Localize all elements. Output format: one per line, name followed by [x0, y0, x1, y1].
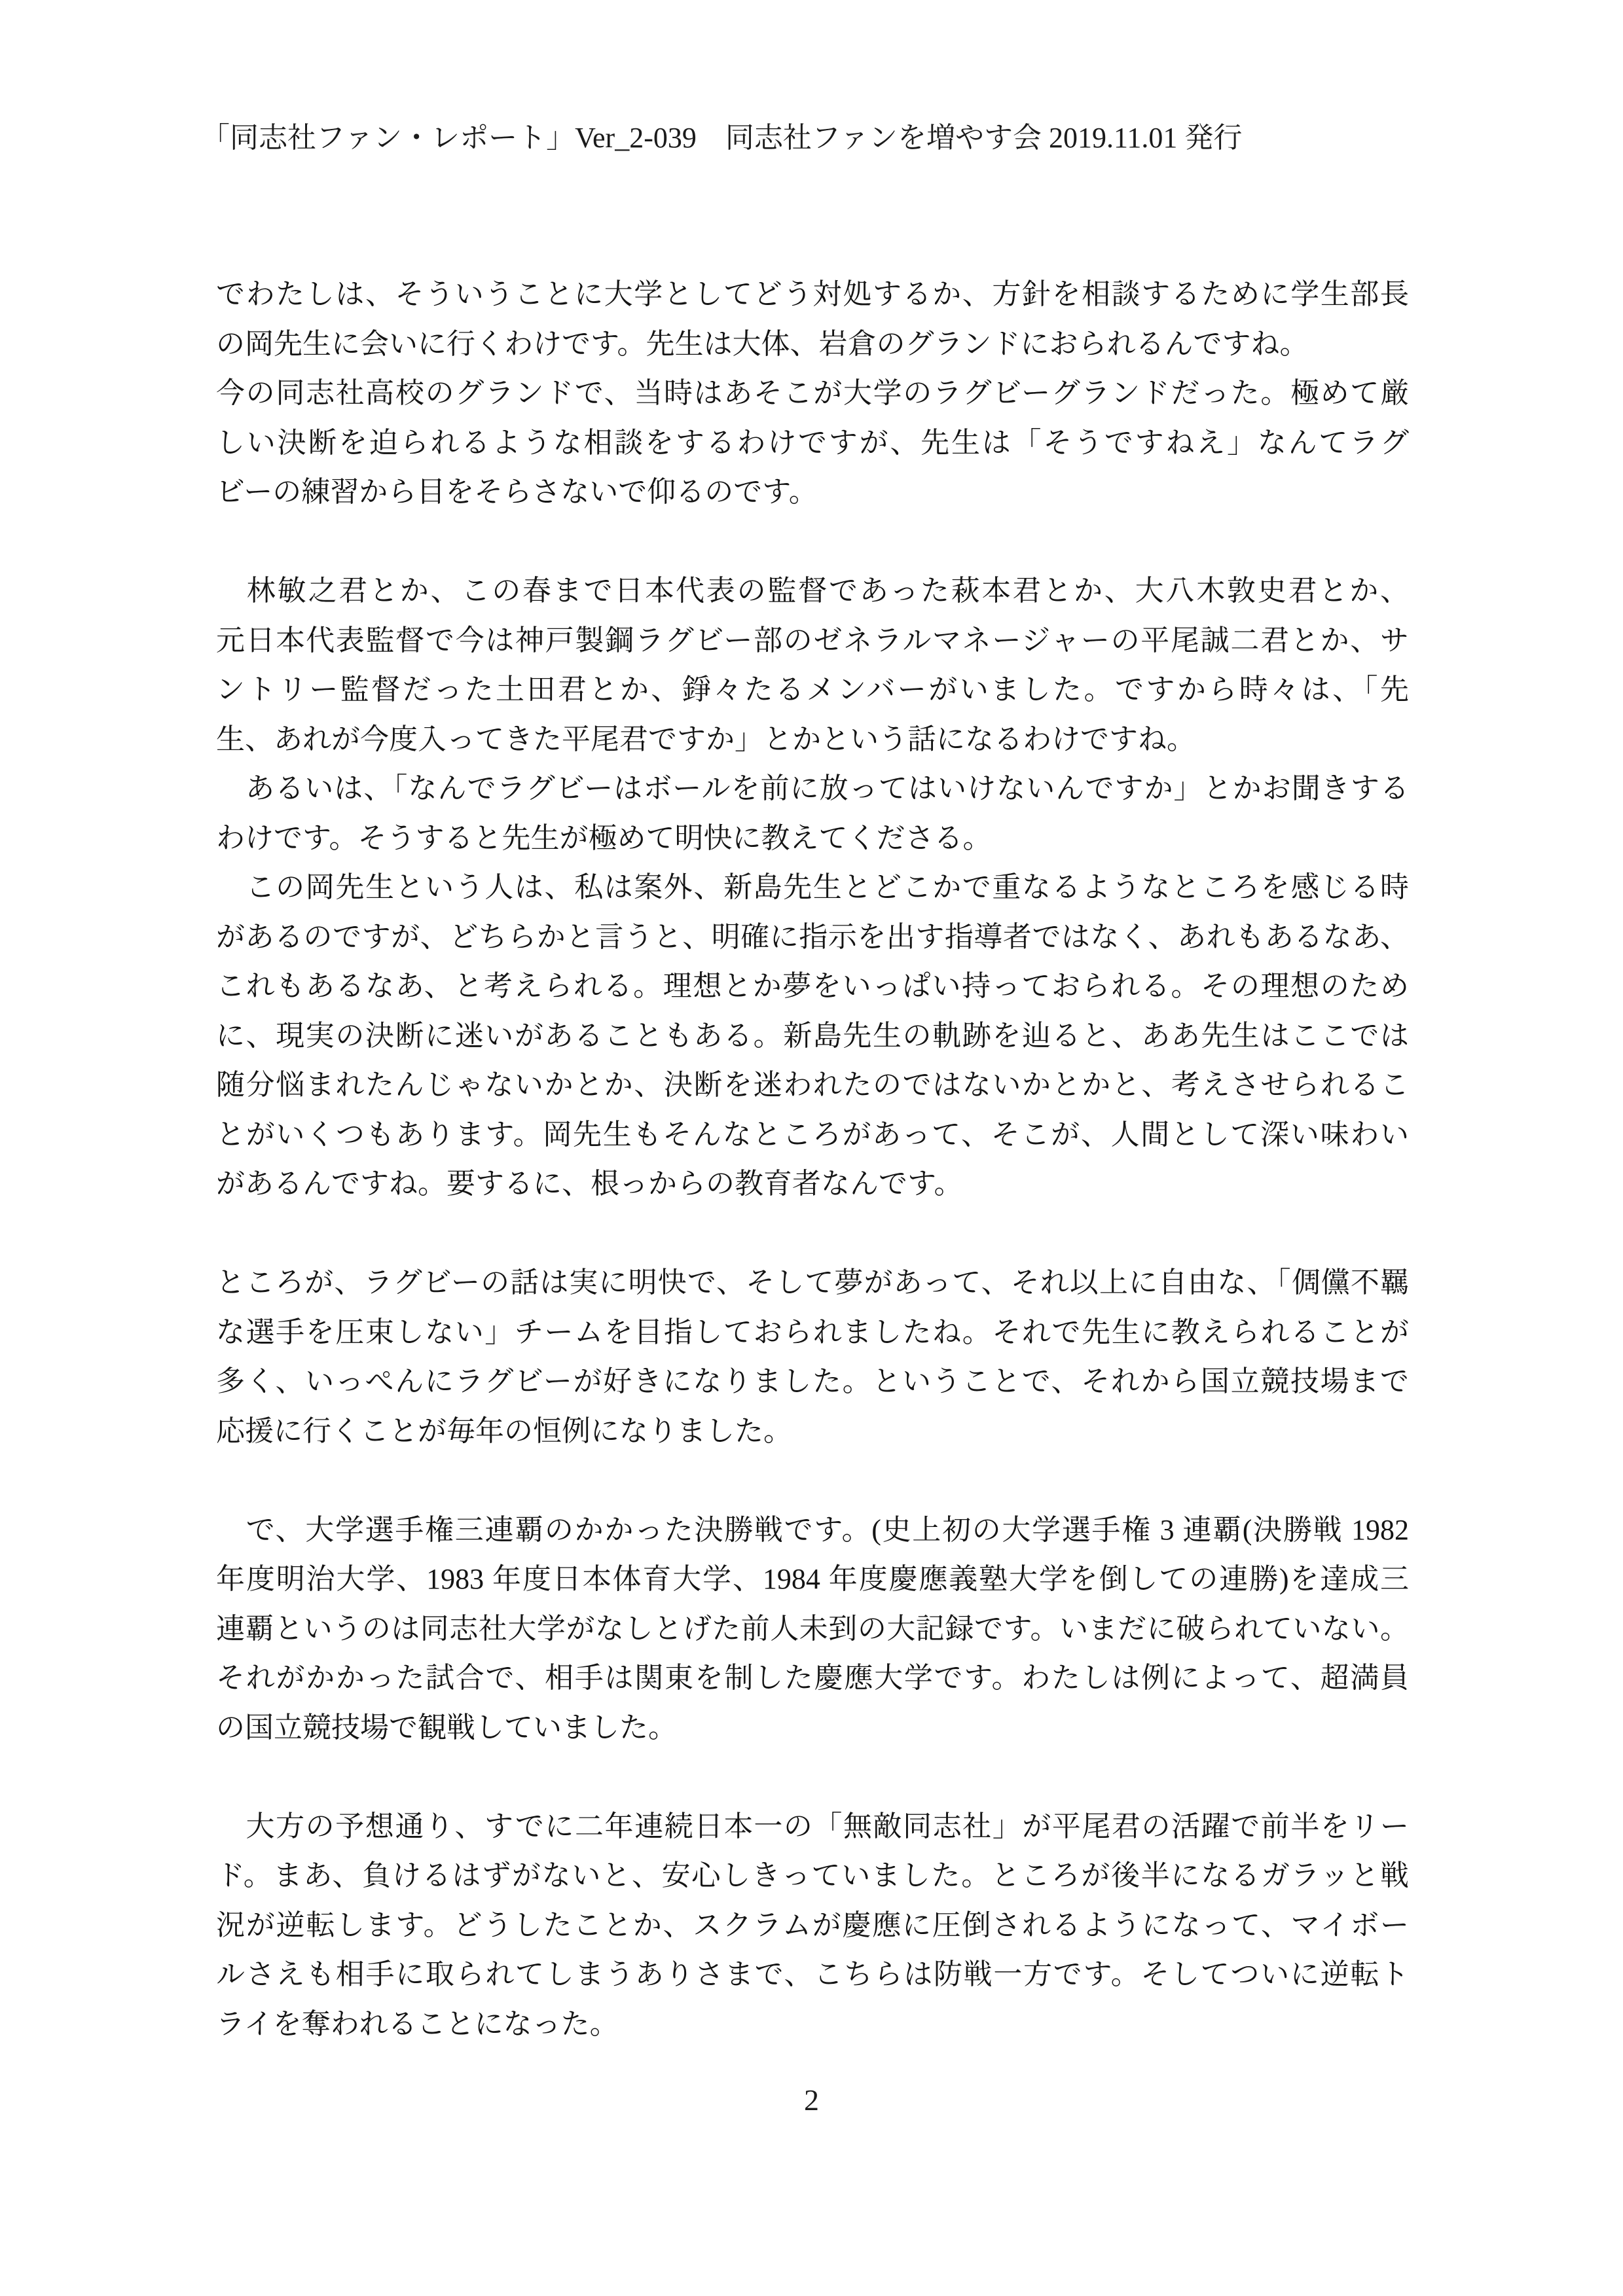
text-line: あるいは、「なんでラグビーはボールを前に放ってはいけないんですか」とかお聞きする: [216, 772, 1409, 804]
text-line: 随分悩まれたんじゃないかとか、決断を迷われたのではないかとかと、考えさせられるこ: [216, 1069, 1409, 1101]
text-line: があるんですね。要するに、根っからの教育者なんです。: [216, 1168, 963, 1200]
text-line: な選手を圧束しない」チームを目指しておられましたね。それで先生に教えられることが: [216, 1316, 1409, 1348]
blank-line: [216, 1209, 1409, 1259]
text-line: ド。まあ、負けるはずがないと、安心しきっていました。ところが後半になるガラッと戦: [216, 1859, 1409, 1892]
text-line: とがいくつもあります。岡先生もそんなところがあって、そこが、人間として深い味わい: [216, 1118, 1409, 1151]
text-line: で、大学選手権三連覇のかかった決勝戦です。(史上初の大学選手権 3 連覇(決勝戦 1982: [216, 1513, 1409, 1546]
text-line: でわたしは、そういうことに大学としてどう対処するか、方針を相談するために学生部長: [216, 278, 1409, 310]
blank-line: [216, 1456, 1409, 1505]
text-line: ビーの練習から目をそらさないで仰るのです。: [216, 476, 818, 508]
text-line: 今の同志社高校のグランドで、当時はあそこが大学のラグビーグランドだった。極めて厳: [216, 377, 1409, 409]
document-header: 「同志社ファン・レポート」Ver_2-039 同志社ファンを増やす会 2019.11.01 発行: [201, 122, 1243, 154]
text-line: ライを奪われることになった。: [216, 2007, 619, 2040]
text-line: 元日本代表監督で今は神戸製鋼ラグビー部のゼネラルマネージャーの平尾誠二君とか、サ: [216, 624, 1409, 656]
text-line: 多く、いっぺんにラグビーが好きになりました。ということで、それから国立競技場まで: [216, 1365, 1409, 1397]
text-line: があるのですが、どちらかと言うと、明確に指示を出す指導者ではなく、あれもあるなあ、: [216, 920, 1409, 953]
text-line: この岡先生という人は、私は案外、新島先生とどこかで重なるようなところを感じる時: [216, 871, 1409, 903]
text-line: 生、あれが今度入ってきた平尾君ですか」とかという話になるわけですね。: [216, 723, 1195, 755]
page-number: 2: [804, 2083, 819, 2117]
text-line: ントリー監督だった土田君とか、錚々たるメンバーがいました。ですから時々は、「先: [216, 673, 1409, 706]
text-line: これもあるなあ、と考えられる。理想とか夢をいっぱい持っておられる。その理想のため: [216, 970, 1409, 1002]
text-line: の岡先生に会いに行くわけです。先生は大体、岩倉のグランドにおられるんですね。: [216, 327, 1309, 360]
text-line: 林敏之君とか、この春まで日本代表の監督であった萩本君とか、大八木敦史君とか、: [216, 575, 1409, 607]
text-line: 応援に行くことが毎年の恒例になりました。: [216, 1414, 792, 1447]
text-line: それがかかった試合で、相手は関東を制した慶應大学です。わたしは例によって、超満員: [216, 1662, 1409, 1694]
body-lines: [216, 270, 1409, 2049]
text-line: ルさえも相手に取られてしまうありさまで、こちらは防戦一方です。そしてついに逆転ト: [216, 1958, 1409, 1990]
blank-line: [216, 1752, 1409, 1802]
text-line: に、現実の決断に迷いがあることもある。新島先生の軌跡を辿ると、ああ先生はここでは: [216, 1019, 1409, 1052]
text-line: の国立競技場で観戦していました。: [216, 1711, 677, 1744]
text-line: しい決断を迫られるような相談をするわけですが、先生は「そうですねえ」なんてラグ: [216, 426, 1409, 459]
text-line: 連覇というのは同志社大学がなしとげた前人未到の大記録です。いまだに破られていない。: [216, 1612, 1409, 1645]
text-line: 年度明治大学、1983 年度日本体育大学、1984 年度慶應義塾大学を倒しての連勝)を達成三: [216, 1563, 1409, 1595]
text-line: ところが、ラグビーの話は実に明快で、そして夢があって、それ以上に自由な、「倜儻不羈: [216, 1266, 1409, 1299]
text-line: 況が逆転します。どうしたことか、スクラムが慶應に圧倒されるようになって、マイボー: [216, 1909, 1409, 1941]
blank-line: [216, 517, 1409, 567]
text-line: 大方の予想通り、すでに二年連続日本一の「無敵同志社」が平尾君の活躍で前半をリー: [216, 1810, 1409, 1842]
text-line: わけです。そうすると先生が極めて明快に教えてくださる。: [216, 821, 992, 854]
